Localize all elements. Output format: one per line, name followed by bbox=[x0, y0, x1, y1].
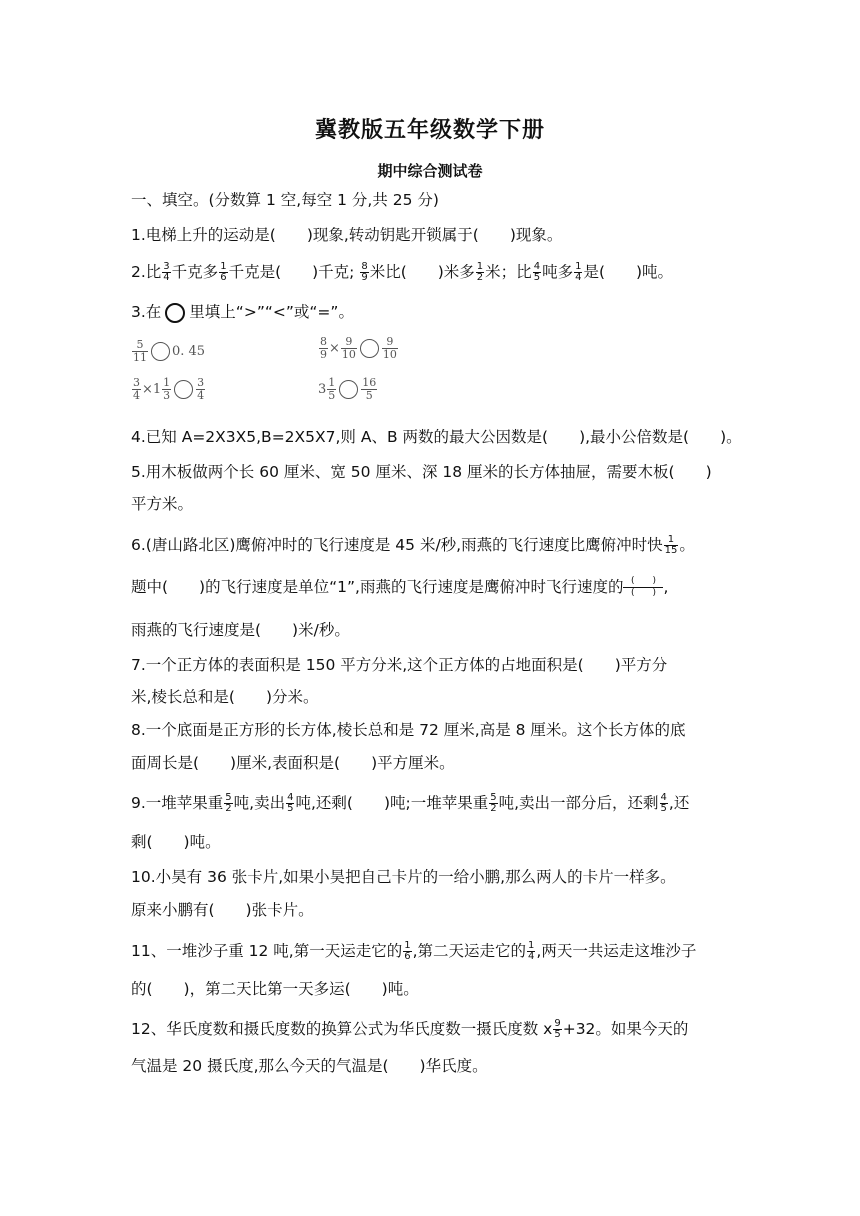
blank-fraction[interactable]: $\frac{( )}{( )}$ bbox=[623, 576, 663, 599]
fraction: $\frac{1}{4}$ bbox=[528, 940, 535, 962]
fraction: $\frac{1}{15}$ bbox=[664, 534, 678, 556]
fraction: $\frac{9}{10}$ bbox=[382, 335, 397, 361]
question-1: 1.电梯上升的运动是( )现象,转动钥匙开锁属于( )现象。 bbox=[131, 226, 563, 244]
fraction: $\frac{1}{4}$ bbox=[575, 261, 582, 283]
question-7-line-2: 米,棱长总和是( )分米。 bbox=[131, 688, 319, 706]
question-7-line-1: 7.一个正方体的表面积是 150 平方分米,这个正方体的占地面积是( )平方分 bbox=[131, 656, 668, 674]
question-3: 3.在 里填上“>”“<”或“=”。 bbox=[131, 303, 354, 321]
question-4: 4.已知 A=2X3X5,B=2X5X7,则 A、B 两数的最大公因数是( ),最小公倍数是( )。 bbox=[131, 428, 742, 446]
circle-icon[interactable] bbox=[339, 380, 358, 399]
fraction: $\frac{4}{5}$ bbox=[533, 261, 541, 283]
question-10-line-1: 10.小昊有 36 张卡片,如果小昊把自己卡片的一给小鹏,那么两人的卡片一样多。 bbox=[131, 868, 676, 886]
question-5-line-1: 5.用木板做两个长 60 厘米、宽 50 厘米、深 18 厘米的长方体抽屉，需要木板( ) bbox=[131, 463, 712, 481]
compare-item-4: 3 $\frac{1}{5}$ $\frac{16}{5}$ bbox=[318, 376, 377, 402]
question-6-line-2: 题中( )的飞行速度是单位“1”,雨燕的飞行速度是鹰俯冲时飞行速度的 $\frac{( )}{( )}$, bbox=[131, 576, 669, 598]
question-12-line-2: 气温是 20 摄氏度,那么今天的气温是( )华氏度。 bbox=[131, 1057, 488, 1075]
compare-item-3: $\frac{3}{4}$ ×1 $\frac{1}{3}$ $\frac{3}{4}$ bbox=[133, 376, 205, 402]
question-11-line-1: 11、一堆沙子重 12 吨,第一天运走它的 $\frac{1}{6}$ ,第二天运走它的 $\frac{1}{4}$ ,两天一共运走这堆沙子 bbox=[131, 940, 697, 962]
question-9-line-2: 剩( )吨。 bbox=[131, 833, 221, 851]
fraction: $\frac{16}{5}$ bbox=[362, 376, 377, 402]
page-subtitle: 期中综合测试卷 bbox=[377, 162, 483, 180]
fraction: $\frac{4}{5}$ bbox=[287, 792, 294, 814]
fraction: $\frac{1}{6}$ bbox=[404, 940, 411, 962]
question-6-line-1: 6.(唐山路北区)鹰俯冲时的飞行速度是 45 米/秒,雨燕的飞行速度比鹰俯冲时快 $\frac{1}{15}$ 。 bbox=[131, 534, 695, 556]
question-12-line-1: 12、华氏度数和摄氏度数的换算公式为华氏度数一摄氏度数 x $\frac{9}{5}$ +32。如果今天的 bbox=[131, 1018, 689, 1040]
question-8-line-1: 8.一个底面是正方形的长方体,棱长总和是 72 厘米,高是 8 厘米。这个长方体的底 bbox=[131, 721, 686, 739]
fraction: $\frac{9}{10}$ bbox=[341, 335, 356, 361]
fraction: $\frac{5}{11}$ bbox=[133, 338, 147, 364]
fraction: $\frac{9}{5}$ bbox=[554, 1018, 561, 1040]
fraction: $\frac{5}{2}$ bbox=[225, 792, 232, 814]
question-2: 2.比 $\frac{3}{4}$ 千克多 $\frac{1}{6}$ 千克是( )千克; $\frac{8}{9}$ 米比( )米多 $\frac{1}{2}$ 米；比 $\frac{4}{5}$ 吨多 $\frac{1}{4}$ 是( )吨。 bbox=[131, 261, 674, 283]
fraction: $\frac{1}{5}$ bbox=[328, 376, 336, 402]
fraction: $\frac{3}{4}$ bbox=[163, 261, 170, 283]
question-8-line-2: 面周长是( )厘米,表面积是( )平方厘米。 bbox=[131, 754, 455, 772]
fraction: $\frac{3}{4}$ bbox=[197, 376, 205, 402]
section-heading: 一、填空。(分数算 1 空,每空 1 分,共 25 分) bbox=[131, 191, 439, 209]
fraction: $\frac{3}{4}$ bbox=[133, 376, 140, 402]
fraction: $\frac{4}{5}$ bbox=[660, 792, 667, 814]
circle-icon[interactable] bbox=[174, 380, 193, 399]
question-5-line-2: 平方米。 bbox=[131, 495, 194, 513]
compare-item-2: $\frac{8}{9}$ × $\frac{9}{10}$ $\frac{9}{10}$ bbox=[320, 335, 397, 361]
fraction: $\frac{8}{9}$ bbox=[320, 335, 327, 361]
question-9-line-1: 9.一堆苹果重 $\frac{5}{2}$ 吨,卖出 $\frac{4}{5}$ 吨,还剩( )吨;一堆苹果重 $\frac{5}{2}$ 吨,卖出一部分后，还剩 $\frac{4}{5}$ ,还 bbox=[131, 792, 690, 814]
question-10-line-2: 原来小鹏有( )张卡片。 bbox=[131, 901, 314, 919]
question-11-line-2: 的( )，第二天比第一天多运( )吨。 bbox=[131, 980, 419, 998]
question-6-line-3: 雨燕的飞行速度是( )米/秒。 bbox=[131, 621, 350, 639]
circle-icon[interactable] bbox=[360, 339, 379, 358]
fraction: $\frac{1}{2}$ bbox=[476, 261, 484, 283]
circle-icon[interactable] bbox=[151, 342, 170, 361]
fraction: $\frac{1}{3}$ bbox=[163, 376, 171, 402]
fraction: $\frac{5}{2}$ bbox=[490, 792, 497, 814]
page-title: 冀教版五年级数学下册 bbox=[314, 118, 545, 143]
circle-icon bbox=[165, 303, 185, 323]
fraction: $\frac{1}{6}$ bbox=[220, 261, 227, 283]
fraction: $\frac{8}{9}$ bbox=[361, 261, 368, 283]
compare-item-1: $\frac{5}{11}$ 0. 45 bbox=[133, 338, 206, 364]
